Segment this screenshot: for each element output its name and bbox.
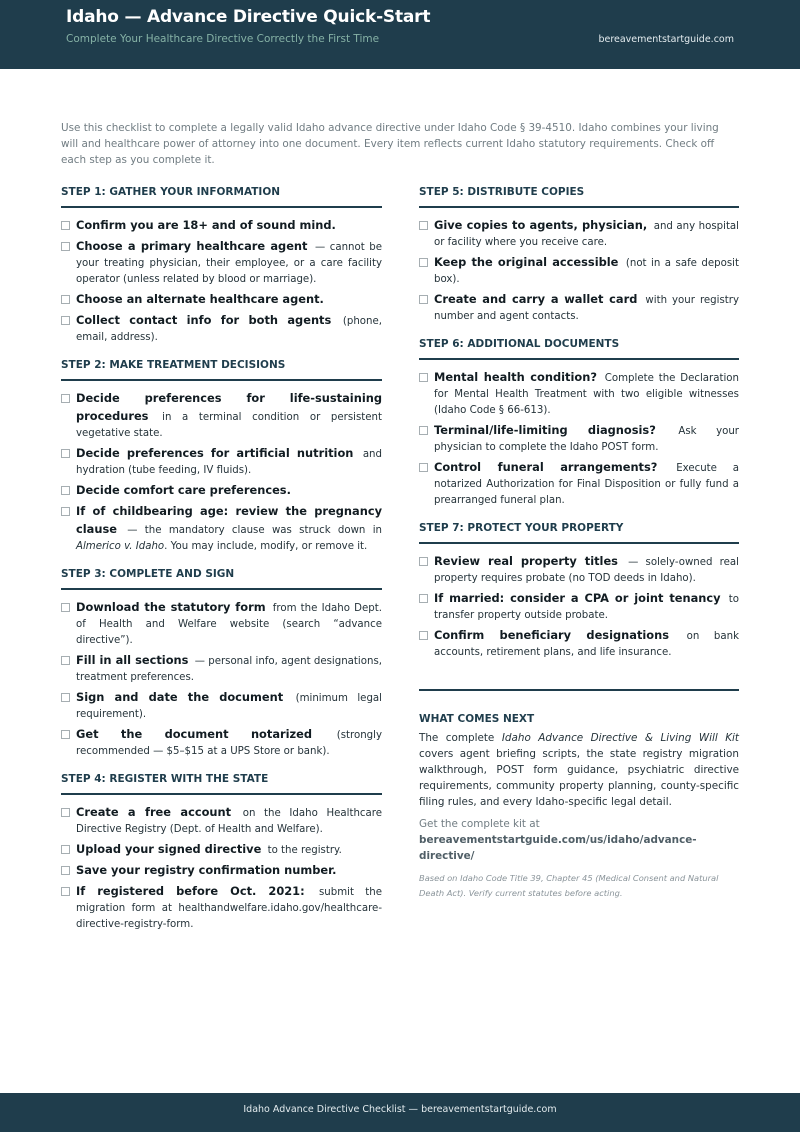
item-bold: Confirm you are 18+ and of sound mind. xyxy=(76,218,336,232)
checklist-item xyxy=(419,590,739,624)
item-bold: Confirm beneficiary designations xyxy=(434,628,670,642)
item-detail: with your registry number and agent contacts. xyxy=(434,295,739,322)
checkbox[interactable] xyxy=(61,295,70,304)
checkbox[interactable] xyxy=(61,221,70,230)
header-site: bereavementstartguide.com xyxy=(598,34,734,45)
checkbox[interactable] xyxy=(61,656,70,665)
item-bold: Review real property titles xyxy=(434,554,618,568)
item-bold: Decide preferences for life-sustaining procedures xyxy=(76,391,382,423)
checklist-item xyxy=(61,689,382,723)
item-detail: to transfer property outside probate. xyxy=(434,594,739,621)
checklist-item xyxy=(419,291,739,325)
section-title: STEP 7: PROTECT YOUR PROPERTY xyxy=(419,522,739,544)
item-bold: Decide comfort care preferences. xyxy=(76,483,291,497)
checklist-item xyxy=(419,369,739,419)
checkbox[interactable] xyxy=(61,603,70,612)
item-bold: Get the document notarized xyxy=(76,727,313,741)
step-2-section xyxy=(61,359,382,555)
step-4-section xyxy=(61,773,382,933)
item-detail: Execute a notarized Authorization for Final Disposition or fully fund a prearranged funeral plan. xyxy=(434,463,739,506)
kit-name: Idaho Advance Directive & Living Will Kit xyxy=(501,732,740,744)
checklist-item xyxy=(61,291,382,309)
checklist-item xyxy=(61,238,382,288)
intro-text: Use this checklist to complete a legally valid Idaho advance directive under Idaho Code § 39-4510. Idaho combines your living will and healthcare power of attorney into one document. Every item reflects current Idaho statutory requirements. Check off each step as you complete it. xyxy=(61,122,719,166)
item-bold: Upload your signed directive xyxy=(76,842,262,856)
kit-lead: Get the complete kit at xyxy=(419,818,540,830)
item-detail: on the Idaho Healthcare Directive Registry (Dept. of Health and Welfare). xyxy=(76,808,382,835)
item-bold: If of childbearing age: review the pregnancy clause xyxy=(76,504,382,536)
item-detail: — the mandatory clause was struck down in xyxy=(127,525,382,536)
right-column xyxy=(419,186,739,901)
checklist-item xyxy=(61,217,382,235)
item-detail: Ask your physician to complete the Idaho POST form. xyxy=(434,426,739,453)
checkbox[interactable] xyxy=(419,463,428,472)
step-7-section xyxy=(419,522,739,661)
checkbox[interactable] xyxy=(419,258,428,267)
item-bold: Choose a primary healthcare agent xyxy=(76,239,308,253)
item-bold: Keep the original accessible xyxy=(434,255,619,269)
step-5-section xyxy=(419,186,739,325)
case-name: Almerico v. Idaho xyxy=(76,541,165,552)
what-next-title: WHAT COMES NEXT xyxy=(419,713,535,725)
divider xyxy=(419,689,739,691)
checkbox[interactable] xyxy=(61,730,70,739)
item-detail: to the registry. xyxy=(267,845,342,856)
item-bold: Collect contact info for both agents xyxy=(76,313,332,327)
item-bold: Give copies to agents, physician, xyxy=(434,218,648,232)
checklist-item xyxy=(61,726,382,760)
checklist-item xyxy=(61,312,382,346)
item-detail: Complete the Declaration for Mental Health Treatment with two eligible witnesses (Idaho Code § 66-613). xyxy=(434,373,739,416)
section-title: STEP 1: GATHER YOUR INFORMATION xyxy=(61,186,382,208)
checkbox[interactable] xyxy=(61,693,70,702)
checklist-item xyxy=(61,503,382,555)
header-banner xyxy=(0,0,800,69)
checklist-item xyxy=(61,652,382,686)
checkbox[interactable] xyxy=(61,507,70,516)
item-detail: in a terminal condition or persistent vegetative state. xyxy=(76,412,382,439)
section-title: STEP 4: REGISTER WITH THE STATE xyxy=(61,773,382,795)
item-bold: If married: consider a CPA or joint tenancy xyxy=(434,591,721,605)
what-next-body xyxy=(419,730,739,810)
checklist-item xyxy=(419,553,739,587)
step-3-section xyxy=(61,568,382,760)
section-title: STEP 2: MAKE TREATMENT DECISIONS xyxy=(61,359,382,381)
page-title: Idaho — Advance Directive Quick-Start xyxy=(66,7,431,27)
checklist-item xyxy=(61,482,382,500)
item-detail: from the Idaho Dept. of Health and Welfare website (search “advance directive”). xyxy=(76,603,382,646)
section-title: STEP 3: COMPLETE AND SIGN xyxy=(61,568,382,590)
item-detail: and hydration (tube feeding, IV fluids). xyxy=(76,449,382,476)
item-detail: — cannot be your treating physician, their employee, or a care facility operator (unless related by blood or marriage). xyxy=(76,242,382,285)
item-bold: If registered before Oct. 2021: xyxy=(76,884,305,898)
checkbox[interactable] xyxy=(419,631,428,640)
item-detail: — personal info, agent designations, treatment preferences. xyxy=(76,656,382,683)
step-6-section xyxy=(419,338,739,509)
item-detail: (phone, email, address). xyxy=(76,316,382,343)
step-1-section xyxy=(61,186,382,346)
checkbox[interactable] xyxy=(419,295,428,304)
checkbox[interactable] xyxy=(61,316,70,325)
checklist-item xyxy=(61,862,382,880)
checklist-item xyxy=(61,804,382,838)
item-bold: Decide preferences for artificial nutrition xyxy=(76,446,354,460)
item-detail: and any hospital or facility where you receive care. xyxy=(434,221,740,248)
body-before: The complete xyxy=(419,732,495,744)
checklist-item xyxy=(419,422,739,456)
checkbox[interactable] xyxy=(61,808,70,817)
checkbox[interactable] xyxy=(419,221,428,230)
item-bold: Control funeral arrangements? xyxy=(434,460,658,474)
checkbox[interactable] xyxy=(419,594,428,603)
item-detail: (minimum legal requirement). xyxy=(76,693,382,720)
item-detail: (strongly recommended — $5–$15 at a UPS Store or bank). xyxy=(76,730,382,757)
checkbox[interactable] xyxy=(61,845,70,854)
item-bold: Choose an alternate healthcare agent. xyxy=(76,292,324,306)
checklist-item xyxy=(61,445,382,479)
checklist-item xyxy=(419,217,739,251)
checkbox[interactable] xyxy=(61,486,70,495)
item-bold: Terminal/life-limiting diagnosis? xyxy=(434,423,656,437)
checkbox[interactable] xyxy=(61,866,70,875)
item-detail: — solely-owned real property requires probate (no TOD deeds in Idaho). xyxy=(434,557,739,584)
checkbox[interactable] xyxy=(61,242,70,251)
item-detail-after: . You may include, modify, or remove it. xyxy=(164,541,368,552)
left-column xyxy=(61,186,382,946)
item-bold: Save your registry confirmation number. xyxy=(76,863,337,877)
body-after: covers agent briefing scripts, the state registry migration walkthrough, POST form guidance, psychiatric directive requirements, community property planning, county-specific filing rules, and every Idaho-specific legal detail. xyxy=(419,748,739,808)
checklist-item xyxy=(61,390,382,442)
item-bold: Create a free account xyxy=(76,805,232,819)
checkbox[interactable] xyxy=(61,887,70,896)
item-bold: Mental health condition? xyxy=(434,370,597,384)
checkbox[interactable] xyxy=(419,426,428,435)
checklist-item xyxy=(419,627,739,661)
item-detail: submit the migration form at healthandwelfare.idaho.gov/healthcare-directive-registry-form. xyxy=(76,887,382,930)
checklist-item xyxy=(61,841,382,859)
checkbox[interactable] xyxy=(419,557,428,566)
page-subtitle: Complete Your Healthcare Directive Correctly the First Time xyxy=(66,33,380,45)
item-bold: Create and carry a wallet card xyxy=(434,292,638,306)
section-title: STEP 6: ADDITIONAL DOCUMENTS xyxy=(419,338,739,360)
checkbox[interactable] xyxy=(419,373,428,382)
item-bold: Fill in all sections xyxy=(76,653,189,667)
checklist-item xyxy=(61,599,382,649)
checklist-item xyxy=(61,883,382,933)
item-bold: Download the statutory form xyxy=(76,600,266,614)
checkbox[interactable] xyxy=(61,449,70,458)
item-detail: (not in a safe deposit box). xyxy=(434,258,739,285)
kit-link[interactable]: bereavementstartguide.com/us/idaho/advance-directive/ xyxy=(419,834,697,862)
checklist-item xyxy=(419,459,739,509)
item-bold: Sign and date the document xyxy=(76,690,284,704)
checkbox[interactable] xyxy=(61,394,70,403)
section-title: STEP 5: DISTRIBUTE COPIES xyxy=(419,186,739,208)
checklist-item xyxy=(419,254,739,288)
footer-banner: Idaho Advance Directive Checklist — bereavementstartguide.com xyxy=(0,1093,800,1132)
item-detail: on bank accounts, retirement plans, and life insurance. xyxy=(434,631,739,658)
legal-basis-note: Based on Idaho Code Title 39, Chapter 45 (Medical Consent and Natural Death Act). Verify current statutes before acting. xyxy=(419,873,719,898)
